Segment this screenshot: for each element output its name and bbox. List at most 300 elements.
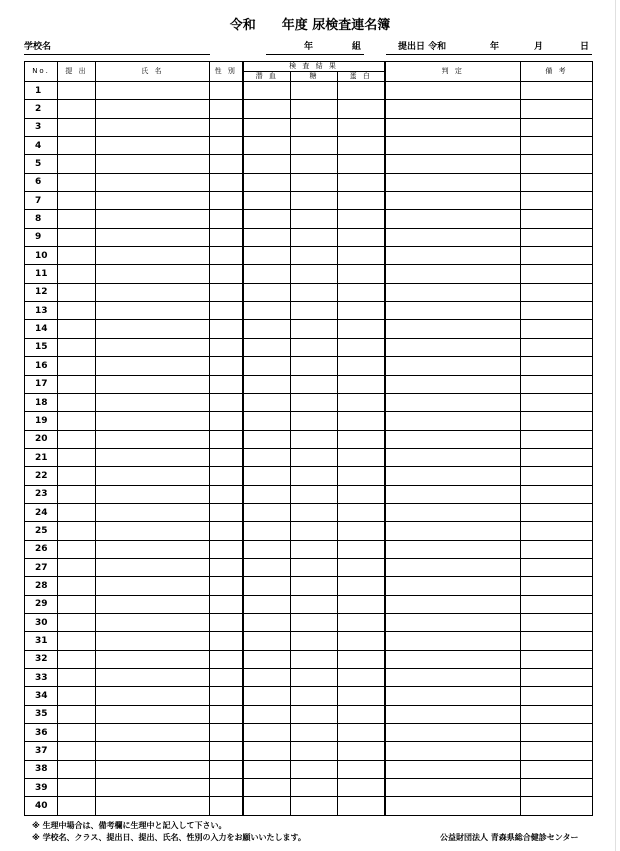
sugar-cell[interactable]: [291, 118, 338, 136]
name-cell[interactable]: [96, 412, 210, 430]
sugar-cell[interactable]: [291, 302, 338, 320]
remarks-cell[interactable]: [521, 173, 593, 191]
protein-cell[interactable]: [338, 724, 385, 742]
occult-blood-cell[interactable]: [243, 669, 291, 687]
judgement-cell[interactable]: [385, 137, 521, 155]
judgement-cell[interactable]: [385, 687, 521, 705]
submit-cell[interactable]: [58, 522, 96, 540]
sex-cell[interactable]: [210, 173, 243, 191]
judgement-cell[interactable]: [385, 595, 521, 613]
sex-cell[interactable]: [210, 760, 243, 778]
remarks-cell[interactable]: [521, 393, 593, 411]
sugar-cell[interactable]: [291, 595, 338, 613]
sugar-cell[interactable]: [291, 283, 338, 301]
submit-cell[interactable]: [58, 82, 96, 100]
sugar-cell[interactable]: [291, 485, 338, 503]
sugar-cell[interactable]: [291, 375, 338, 393]
protein-cell[interactable]: [338, 448, 385, 466]
submit-cell[interactable]: [58, 338, 96, 356]
submit-cell[interactable]: [58, 650, 96, 668]
protein-cell[interactable]: [338, 82, 385, 100]
remarks-cell[interactable]: [521, 742, 593, 760]
sugar-cell[interactable]: [291, 155, 338, 173]
name-cell[interactable]: [96, 393, 210, 411]
submit-cell[interactable]: [58, 100, 96, 118]
sugar-cell[interactable]: [291, 357, 338, 375]
protein-cell[interactable]: [338, 137, 385, 155]
occult-blood-cell[interactable]: [243, 302, 291, 320]
sex-cell[interactable]: [210, 467, 243, 485]
protein-cell[interactable]: [338, 705, 385, 723]
name-cell[interactable]: [96, 650, 210, 668]
submit-cell[interactable]: [58, 393, 96, 411]
protein-cell[interactable]: [338, 375, 385, 393]
protein-cell[interactable]: [338, 302, 385, 320]
occult-blood-cell[interactable]: [243, 797, 291, 815]
judgement-cell[interactable]: [385, 503, 521, 521]
sugar-cell[interactable]: [291, 210, 338, 228]
sex-cell[interactable]: [210, 669, 243, 687]
occult-blood-cell[interactable]: [243, 375, 291, 393]
occult-blood-cell[interactable]: [243, 137, 291, 155]
submit-cell[interactable]: [58, 357, 96, 375]
judgement-cell[interactable]: [385, 760, 521, 778]
occult-blood-cell[interactable]: [243, 760, 291, 778]
submit-cell[interactable]: [58, 137, 96, 155]
remarks-cell[interactable]: [521, 192, 593, 210]
judgement-cell[interactable]: [385, 540, 521, 558]
occult-blood-cell[interactable]: [243, 613, 291, 631]
name-cell[interactable]: [96, 338, 210, 356]
submit-cell[interactable]: [58, 375, 96, 393]
remarks-cell[interactable]: [521, 210, 593, 228]
name-cell[interactable]: [96, 503, 210, 521]
judgement-cell[interactable]: [385, 577, 521, 595]
protein-cell[interactable]: [338, 173, 385, 191]
sugar-cell[interactable]: [291, 540, 338, 558]
sex-cell[interactable]: [210, 540, 243, 558]
name-cell[interactable]: [96, 82, 210, 100]
sugar-cell[interactable]: [291, 100, 338, 118]
remarks-cell[interactable]: [521, 705, 593, 723]
name-cell[interactable]: [96, 779, 210, 797]
judgement-cell[interactable]: [385, 173, 521, 191]
protein-cell[interactable]: [338, 118, 385, 136]
sugar-cell[interactable]: [291, 724, 338, 742]
submit-cell[interactable]: [58, 302, 96, 320]
remarks-cell[interactable]: [521, 779, 593, 797]
judgement-cell[interactable]: [385, 283, 521, 301]
remarks-cell[interactable]: [521, 412, 593, 430]
sugar-cell[interactable]: [291, 393, 338, 411]
submit-cell[interactable]: [58, 595, 96, 613]
submit-cell[interactable]: [58, 540, 96, 558]
sugar-cell[interactable]: [291, 192, 338, 210]
protein-cell[interactable]: [338, 779, 385, 797]
sex-cell[interactable]: [210, 302, 243, 320]
occult-blood-cell[interactable]: [243, 577, 291, 595]
sex-cell[interactable]: [210, 265, 243, 283]
sugar-cell[interactable]: [291, 247, 338, 265]
protein-cell[interactable]: [338, 650, 385, 668]
protein-cell[interactable]: [338, 320, 385, 338]
sex-cell[interactable]: [210, 430, 243, 448]
occult-blood-cell[interactable]: [243, 779, 291, 797]
remarks-cell[interactable]: [521, 485, 593, 503]
judgement-cell[interactable]: [385, 558, 521, 576]
submit-cell[interactable]: [58, 430, 96, 448]
sex-cell[interactable]: [210, 357, 243, 375]
sugar-cell[interactable]: [291, 669, 338, 687]
sugar-cell[interactable]: [291, 338, 338, 356]
protein-cell[interactable]: [338, 595, 385, 613]
submit-cell[interactable]: [58, 155, 96, 173]
occult-blood-cell[interactable]: [243, 173, 291, 191]
protein-cell[interactable]: [338, 192, 385, 210]
remarks-cell[interactable]: [521, 760, 593, 778]
name-cell[interactable]: [96, 485, 210, 503]
name-cell[interactable]: [96, 320, 210, 338]
remarks-cell[interactable]: [521, 100, 593, 118]
occult-blood-cell[interactable]: [243, 724, 291, 742]
remarks-cell[interactable]: [521, 448, 593, 466]
submit-cell[interactable]: [58, 173, 96, 191]
sex-cell[interactable]: [210, 155, 243, 173]
remarks-cell[interactable]: [521, 375, 593, 393]
protein-cell[interactable]: [338, 613, 385, 631]
submit-cell[interactable]: [58, 320, 96, 338]
occult-blood-cell[interactable]: [243, 320, 291, 338]
sugar-cell[interactable]: [291, 522, 338, 540]
occult-blood-cell[interactable]: [243, 448, 291, 466]
name-cell[interactable]: [96, 577, 210, 595]
protein-cell[interactable]: [338, 669, 385, 687]
name-cell[interactable]: [96, 302, 210, 320]
protein-cell[interactable]: [338, 412, 385, 430]
occult-blood-cell[interactable]: [243, 265, 291, 283]
judgement-cell[interactable]: [385, 632, 521, 650]
sugar-cell[interactable]: [291, 265, 338, 283]
submit-cell[interactable]: [58, 448, 96, 466]
judgement-cell[interactable]: [385, 320, 521, 338]
judgement-cell[interactable]: [385, 448, 521, 466]
name-cell[interactable]: [96, 173, 210, 191]
remarks-cell[interactable]: [521, 595, 593, 613]
protein-cell[interactable]: [338, 632, 385, 650]
sugar-cell[interactable]: [291, 430, 338, 448]
protein-cell[interactable]: [338, 467, 385, 485]
submit-cell[interactable]: [58, 742, 96, 760]
name-cell[interactable]: [96, 613, 210, 631]
remarks-cell[interactable]: [521, 558, 593, 576]
remarks-cell[interactable]: [521, 467, 593, 485]
occult-blood-cell[interactable]: [243, 192, 291, 210]
occult-blood-cell[interactable]: [243, 742, 291, 760]
remarks-cell[interactable]: [521, 632, 593, 650]
occult-blood-cell[interactable]: [243, 118, 291, 136]
protein-cell[interactable]: [338, 742, 385, 760]
submit-cell[interactable]: [58, 687, 96, 705]
remarks-cell[interactable]: [521, 155, 593, 173]
judgement-cell[interactable]: [385, 393, 521, 411]
submit-cell[interactable]: [58, 247, 96, 265]
name-cell[interactable]: [96, 118, 210, 136]
occult-blood-cell[interactable]: [243, 632, 291, 650]
protein-cell[interactable]: [338, 522, 385, 540]
occult-blood-cell[interactable]: [243, 540, 291, 558]
protein-cell[interactable]: [338, 577, 385, 595]
sugar-cell[interactable]: [291, 687, 338, 705]
sex-cell[interactable]: [210, 632, 243, 650]
protein-cell[interactable]: [338, 357, 385, 375]
submit-cell[interactable]: [58, 503, 96, 521]
class-field[interactable]: [266, 40, 364, 55]
sex-cell[interactable]: [210, 779, 243, 797]
remarks-cell[interactable]: [521, 540, 593, 558]
protein-cell[interactable]: [338, 228, 385, 246]
protein-cell[interactable]: [338, 155, 385, 173]
protein-cell[interactable]: [338, 687, 385, 705]
judgement-cell[interactable]: [385, 118, 521, 136]
name-cell[interactable]: [96, 632, 210, 650]
judgement-cell[interactable]: [385, 228, 521, 246]
judgement-cell[interactable]: [385, 779, 521, 797]
remarks-cell[interactable]: [521, 118, 593, 136]
sugar-cell[interactable]: [291, 137, 338, 155]
protein-cell[interactable]: [338, 100, 385, 118]
name-cell[interactable]: [96, 155, 210, 173]
judgement-cell[interactable]: [385, 412, 521, 430]
sex-cell[interactable]: [210, 613, 243, 631]
sex-cell[interactable]: [210, 687, 243, 705]
submit-cell[interactable]: [58, 412, 96, 430]
judgement-cell[interactable]: [385, 669, 521, 687]
submit-cell[interactable]: [58, 577, 96, 595]
sex-cell[interactable]: [210, 137, 243, 155]
protein-cell[interactable]: [338, 797, 385, 815]
occult-blood-cell[interactable]: [243, 558, 291, 576]
occult-blood-cell[interactable]: [243, 687, 291, 705]
sex-cell[interactable]: [210, 558, 243, 576]
name-cell[interactable]: [96, 687, 210, 705]
remarks-cell[interactable]: [521, 265, 593, 283]
sugar-cell[interactable]: [291, 613, 338, 631]
protein-cell[interactable]: [338, 393, 385, 411]
submission-date-field[interactable]: [386, 40, 592, 55]
judgement-cell[interactable]: [385, 485, 521, 503]
name-cell[interactable]: [96, 595, 210, 613]
remarks-cell[interactable]: [521, 503, 593, 521]
occult-blood-cell[interactable]: [243, 467, 291, 485]
sugar-cell[interactable]: [291, 503, 338, 521]
submit-cell[interactable]: [58, 558, 96, 576]
sugar-cell[interactable]: [291, 467, 338, 485]
sex-cell[interactable]: [210, 705, 243, 723]
submit-cell[interactable]: [58, 705, 96, 723]
occult-blood-cell[interactable]: [243, 522, 291, 540]
sex-cell[interactable]: [210, 100, 243, 118]
judgement-cell[interactable]: [385, 430, 521, 448]
submit-cell[interactable]: [58, 669, 96, 687]
judgement-cell[interactable]: [385, 247, 521, 265]
protein-cell[interactable]: [338, 485, 385, 503]
protein-cell[interactable]: [338, 503, 385, 521]
name-cell[interactable]: [96, 247, 210, 265]
occult-blood-cell[interactable]: [243, 650, 291, 668]
name-cell[interactable]: [96, 430, 210, 448]
occult-blood-cell[interactable]: [243, 393, 291, 411]
remarks-cell[interactable]: [521, 430, 593, 448]
name-cell[interactable]: [96, 357, 210, 375]
sex-cell[interactable]: [210, 485, 243, 503]
judgement-cell[interactable]: [385, 82, 521, 100]
sugar-cell[interactable]: [291, 577, 338, 595]
name-cell[interactable]: [96, 283, 210, 301]
judgement-cell[interactable]: [385, 650, 521, 668]
occult-blood-cell[interactable]: [243, 412, 291, 430]
sex-cell[interactable]: [210, 742, 243, 760]
sex-cell[interactable]: [210, 82, 243, 100]
remarks-cell[interactable]: [521, 357, 593, 375]
judgement-cell[interactable]: [385, 724, 521, 742]
name-cell[interactable]: [96, 540, 210, 558]
protein-cell[interactable]: [338, 558, 385, 576]
remarks-cell[interactable]: [521, 320, 593, 338]
sugar-cell[interactable]: [291, 650, 338, 668]
sugar-cell[interactable]: [291, 779, 338, 797]
sex-cell[interactable]: [210, 650, 243, 668]
occult-blood-cell[interactable]: [243, 283, 291, 301]
submit-cell[interactable]: [58, 192, 96, 210]
name-cell[interactable]: [96, 724, 210, 742]
remarks-cell[interactable]: [521, 650, 593, 668]
name-cell[interactable]: [96, 210, 210, 228]
judgement-cell[interactable]: [385, 338, 521, 356]
name-cell[interactable]: [96, 797, 210, 815]
sex-cell[interactable]: [210, 118, 243, 136]
protein-cell[interactable]: [338, 210, 385, 228]
occult-blood-cell[interactable]: [243, 503, 291, 521]
sugar-cell[interactable]: [291, 797, 338, 815]
sugar-cell[interactable]: [291, 448, 338, 466]
name-cell[interactable]: [96, 467, 210, 485]
judgement-cell[interactable]: [385, 357, 521, 375]
name-cell[interactable]: [96, 375, 210, 393]
sex-cell[interactable]: [210, 412, 243, 430]
judgement-cell[interactable]: [385, 797, 521, 815]
sugar-cell[interactable]: [291, 228, 338, 246]
protein-cell[interactable]: [338, 430, 385, 448]
submit-cell[interactable]: [58, 118, 96, 136]
sex-cell[interactable]: [210, 448, 243, 466]
remarks-cell[interactable]: [521, 338, 593, 356]
sex-cell[interactable]: [210, 247, 243, 265]
occult-blood-cell[interactable]: [243, 430, 291, 448]
remarks-cell[interactable]: [521, 613, 593, 631]
submit-cell[interactable]: [58, 283, 96, 301]
name-cell[interactable]: [96, 760, 210, 778]
school-name-field[interactable]: [24, 40, 210, 55]
name-cell[interactable]: [96, 100, 210, 118]
submit-cell[interactable]: [58, 467, 96, 485]
remarks-cell[interactable]: [521, 669, 593, 687]
protein-cell[interactable]: [338, 338, 385, 356]
judgement-cell[interactable]: [385, 705, 521, 723]
sex-cell[interactable]: [210, 283, 243, 301]
remarks-cell[interactable]: [521, 137, 593, 155]
occult-blood-cell[interactable]: [243, 210, 291, 228]
sugar-cell[interactable]: [291, 320, 338, 338]
sex-cell[interactable]: [210, 375, 243, 393]
remarks-cell[interactable]: [521, 302, 593, 320]
protein-cell[interactable]: [338, 247, 385, 265]
sex-cell[interactable]: [210, 228, 243, 246]
judgement-cell[interactable]: [385, 522, 521, 540]
name-cell[interactable]: [96, 558, 210, 576]
submit-cell[interactable]: [58, 613, 96, 631]
remarks-cell[interactable]: [521, 522, 593, 540]
submit-cell[interactable]: [58, 228, 96, 246]
protein-cell[interactable]: [338, 540, 385, 558]
remarks-cell[interactable]: [521, 724, 593, 742]
remarks-cell[interactable]: [521, 283, 593, 301]
name-cell[interactable]: [96, 522, 210, 540]
sex-cell[interactable]: [210, 522, 243, 540]
name-cell[interactable]: [96, 228, 210, 246]
judgement-cell[interactable]: [385, 155, 521, 173]
occult-blood-cell[interactable]: [243, 228, 291, 246]
sex-cell[interactable]: [210, 724, 243, 742]
judgement-cell[interactable]: [385, 210, 521, 228]
sex-cell[interactable]: [210, 338, 243, 356]
judgement-cell[interactable]: [385, 375, 521, 393]
name-cell[interactable]: [96, 669, 210, 687]
submit-cell[interactable]: [58, 797, 96, 815]
occult-blood-cell[interactable]: [243, 155, 291, 173]
occult-blood-cell[interactable]: [243, 338, 291, 356]
submit-cell[interactable]: [58, 760, 96, 778]
judgement-cell[interactable]: [385, 192, 521, 210]
remarks-cell[interactable]: [521, 247, 593, 265]
submit-cell[interactable]: [58, 265, 96, 283]
judgement-cell[interactable]: [385, 742, 521, 760]
name-cell[interactable]: [96, 742, 210, 760]
sugar-cell[interactable]: [291, 632, 338, 650]
occult-blood-cell[interactable]: [243, 357, 291, 375]
protein-cell[interactable]: [338, 283, 385, 301]
name-cell[interactable]: [96, 448, 210, 466]
remarks-cell[interactable]: [521, 82, 593, 100]
protein-cell[interactable]: [338, 760, 385, 778]
name-cell[interactable]: [96, 705, 210, 723]
occult-blood-cell[interactable]: [243, 595, 291, 613]
sex-cell[interactable]: [210, 192, 243, 210]
occult-blood-cell[interactable]: [243, 247, 291, 265]
sex-cell[interactable]: [210, 320, 243, 338]
judgement-cell[interactable]: [385, 467, 521, 485]
sex-cell[interactable]: [210, 595, 243, 613]
submit-cell[interactable]: [58, 779, 96, 797]
sugar-cell[interactable]: [291, 742, 338, 760]
name-cell[interactable]: [96, 265, 210, 283]
submit-cell[interactable]: [58, 485, 96, 503]
sex-cell[interactable]: [210, 797, 243, 815]
remarks-cell[interactable]: [521, 228, 593, 246]
sex-cell[interactable]: [210, 393, 243, 411]
sugar-cell[interactable]: [291, 173, 338, 191]
sex-cell[interactable]: [210, 210, 243, 228]
sugar-cell[interactable]: [291, 760, 338, 778]
